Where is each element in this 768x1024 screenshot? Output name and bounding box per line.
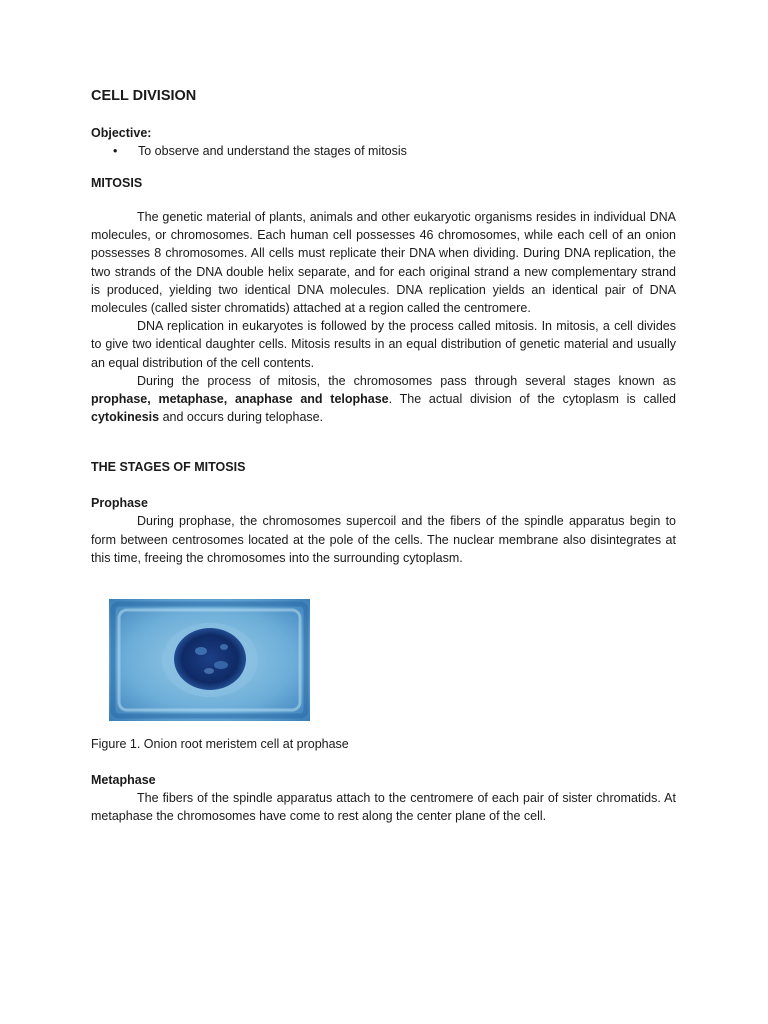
metaphase-heading: Metaphase	[91, 773, 156, 788]
document-page	[91, 86, 676, 825]
figure-1-caption: Figure 1. Onion root meristem cell at prophase	[91, 737, 349, 752]
stages-heading: THE STAGES OF MITOSIS	[91, 460, 246, 475]
objective-heading: Objective:	[91, 126, 152, 140]
prophase-heading: Prophase	[91, 496, 148, 511]
stage-names: prophase, metaphase, anaphase and telophase	[91, 392, 389, 407]
cytokinesis-term: cytokinesis	[91, 410, 160, 425]
paragraph-text: and occurs during telophase.	[159, 410, 324, 425]
paragraph-text: . The actual division of the cytoplasm is called	[388, 392, 676, 407]
mitosis-paragraph-3	[91, 372, 676, 427]
mitosis-paragraph-2: DNA replication in eukaryotes is followed by the process called mitosis. In mitosis, a cell divides to give two identical daughter cells. Mitosis results in an equal distribution of genetic material and usually an equal distribution of the cell contents.	[91, 319, 676, 370]
objective-item	[91, 142, 676, 160]
paragraph-text: During the process of mitosis, the chromosomes pass through several stages known as	[137, 373, 676, 388]
mitosis-heading: MITOSIS	[91, 176, 143, 190]
objective-item-text: To observe and understand the stages of mitosis	[138, 144, 407, 158]
micrograph-illustration	[109, 599, 310, 721]
bullet-icon: •	[113, 144, 118, 158]
prophase-paragraph: During prophase, the chromosomes supercoil and the fibers of the spindle apparatus begin to form between centrosomes located at the pole of the cells. The nuclear membrane also disintegrates at this time, freeing the chromosomes into the surrounding cytoplasm.	[91, 514, 676, 565]
page-title: CELL DIVISION	[91, 88, 197, 104]
onion-cell-prophase-image	[109, 599, 310, 721]
mitosis-paragraph-1: The genetic material of plants, animals and other eukaryotic organisms resides in individual DNA molecules, or chromosomes. Each human cell possesses 46 chromosomes, while each cell of an onion possesses 8 chromosomes. All cells must replicate their DNA when dividing. During DNA replication, the two strands of the DNA double helix separate, and for each original strand a new complementary strand is produced, yielding two identical DNA molecules. DNA replication yields an identical pair of DNA molecules (called sister chromatids) attached at a region called the centromere.	[91, 210, 676, 316]
metaphase-paragraph: The fibers of the spindle apparatus attach to the centromere of each pair of sister chromatids. At metaphase the chromosomes have come to rest along the center plane of the cell.	[91, 791, 676, 824]
